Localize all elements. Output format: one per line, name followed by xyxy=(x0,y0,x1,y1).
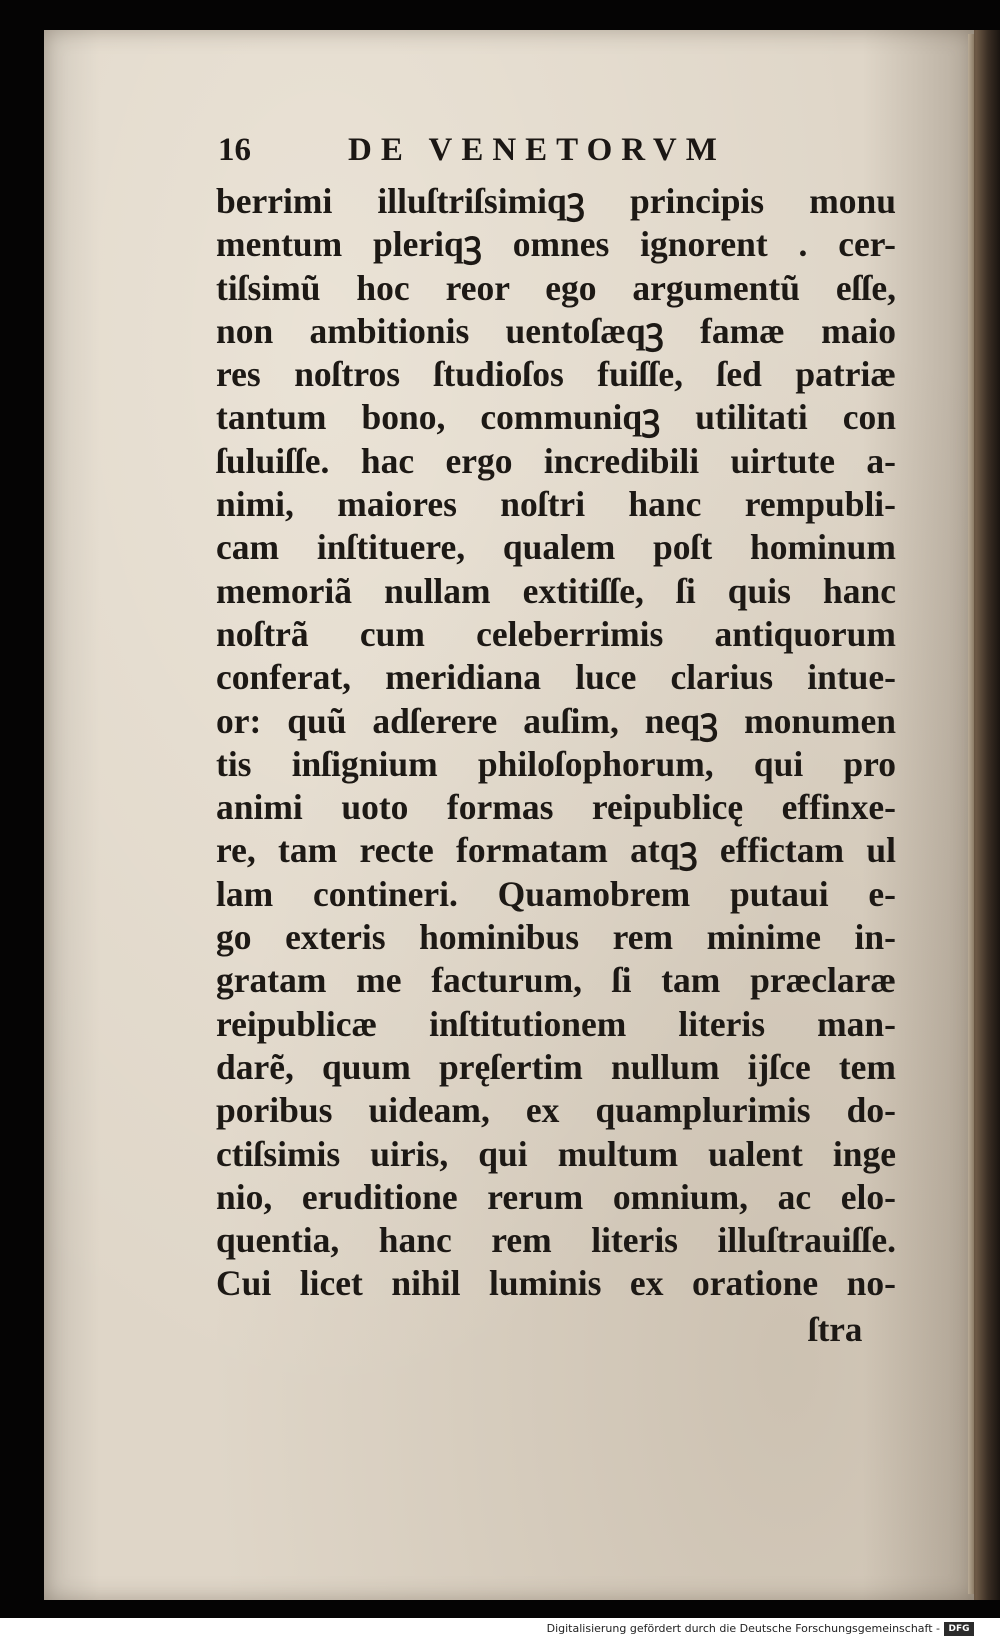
text-line: reipublicæ inſtitutionem literis man- xyxy=(216,1003,896,1044)
text-line: tis inſignium philoſophorum, qui pro xyxy=(216,743,896,784)
text-line: nio, eruditione rerum omnium, ac elo- xyxy=(216,1176,896,1217)
text-line: tiſsimũ hoc reor ego argumentũ eſſe, xyxy=(216,267,896,308)
text-line: memoriã nullam extitiſſe, ſi quis hanc xyxy=(216,570,896,611)
text-line: non ambitionis uentoſæqꝫ famæ maio xyxy=(216,310,896,351)
running-title: DE VENETORVM xyxy=(348,132,726,168)
text-line: poribus uideam, ex quamplurimis do- xyxy=(216,1090,896,1131)
text-line: or: quũ adſerere auſim, neqꝫ monumen xyxy=(216,700,896,741)
text-line: ſuluiſſe. hac ergo incredibili uirtute a- xyxy=(216,440,896,481)
text-line: tantum bono, communiqꝫ utilitati con xyxy=(216,397,896,438)
text-line: go exteris hominibus rem minime in- xyxy=(216,917,896,958)
text-line: animi uoto formas reipublicę effinxe- xyxy=(216,787,896,828)
text-line: mentum pleriqꝫ omnes ignorent . cer- xyxy=(216,224,896,265)
text-line: ctiſsimis uiris, qui multum ualent inge xyxy=(216,1133,896,1174)
page-number: 16 xyxy=(218,132,251,168)
running-head xyxy=(218,132,778,172)
text-line: cam inſtituere, qualem poſt hominum xyxy=(216,527,896,568)
funding-credit: Digitalisierung gefördert durch die Deutsche Forschungsgemeinschaft - xyxy=(546,1622,940,1635)
text-line: lam contineri. Quamobrem putaui e- xyxy=(216,873,896,914)
footer-bar xyxy=(0,1618,1000,1642)
text-line: berrimi illuſtriſsimiqꝫ principis monu xyxy=(216,181,896,221)
text-line: Cui licet nihil luminis ex oratione no- xyxy=(216,1263,896,1304)
text-line: re, tam recte formatam atqꝫ effictam ul xyxy=(216,830,896,871)
dfg-logo-icon: DFG xyxy=(944,1622,974,1636)
text-line: quentia, hanc rem literis illuſtrauiſſe. xyxy=(216,1220,896,1261)
text-line: darẽ, quum pręſertim nullum ijſce tem xyxy=(216,1046,896,1087)
text-line: conferat, meridiana luce clarius intue- xyxy=(216,657,896,698)
catchword: ſtra xyxy=(808,1310,863,1349)
text-line: noſtrã cum celeberrimis antiquorum xyxy=(216,613,896,654)
text-line: gratam me facturum, ſi tam præclaræ xyxy=(216,960,896,1001)
text-block xyxy=(216,180,896,1306)
page-edge xyxy=(968,34,974,1594)
text-line: res noſtros ſtudioſos fuiſſe, ſed patriæ xyxy=(216,354,896,395)
text-line: nimi, maiores noſtri hanc rempubli- xyxy=(216,484,896,525)
